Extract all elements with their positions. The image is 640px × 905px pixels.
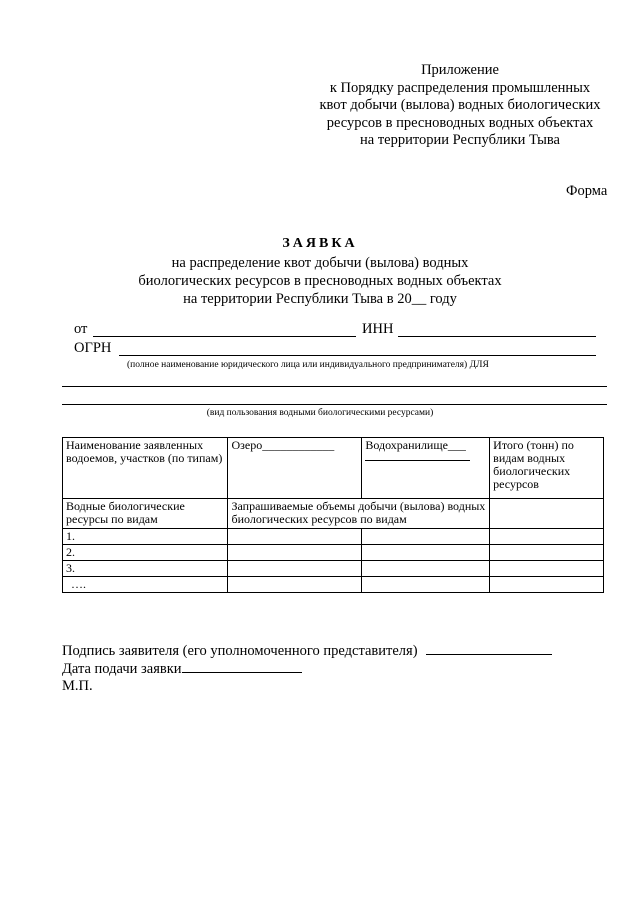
table-row bbox=[63, 545, 604, 561]
appendix-line: ресурсов в пресноводных водных объектах bbox=[326, 114, 594, 131]
cell-input[interactable] bbox=[362, 529, 490, 545]
ogrn-field[interactable] bbox=[119, 355, 596, 356]
row-number: 3. bbox=[63, 561, 228, 577]
table-row bbox=[63, 529, 604, 545]
signature-line bbox=[62, 642, 552, 660]
table-row bbox=[63, 577, 604, 593]
row-number: 1. bbox=[63, 529, 228, 545]
cell-input[interactable] bbox=[362, 545, 490, 561]
cell-input[interactable] bbox=[490, 529, 604, 545]
appendix-line: Приложение bbox=[421, 62, 499, 78]
signature-label: Подпись заявителя (его уполномоченного представителя) bbox=[62, 643, 418, 659]
cell-input[interactable] bbox=[362, 561, 490, 577]
ot-label: от bbox=[74, 321, 88, 337]
date-field[interactable] bbox=[182, 660, 302, 673]
inn-field[interactable] bbox=[398, 336, 596, 337]
ogrn-label: ОГРН bbox=[74, 340, 112, 356]
appendix-block bbox=[300, 62, 620, 150]
purpose-line-2[interactable] bbox=[62, 404, 607, 405]
cell-input[interactable] bbox=[228, 545, 362, 561]
name-hint: (полное наименование юридического лица или индивидуального предпринимателя) ДЛЯ bbox=[127, 360, 489, 370]
document-subtitle bbox=[100, 254, 540, 308]
header-species: Водные биологические ресурсы по видам bbox=[63, 499, 228, 529]
date-label: Дата подачи заявки bbox=[62, 661, 182, 677]
header-reservoir-label: Водохранилище___ bbox=[365, 438, 466, 452]
signature-field[interactable] bbox=[426, 642, 552, 655]
cell-input[interactable] bbox=[362, 577, 490, 593]
subtitle-line: на распределение квот добычи (вылова) водных bbox=[171, 255, 469, 271]
cell-input[interactable] bbox=[490, 577, 604, 593]
reservoir-name-line[interactable] bbox=[365, 460, 470, 461]
applicant-name-field[interactable] bbox=[93, 336, 356, 337]
cell-input[interactable] bbox=[228, 577, 362, 593]
usage-hint: (вид пользования водными биологическими ресурсами) bbox=[206, 408, 434, 418]
date-line bbox=[62, 660, 552, 678]
document-title: ЗАЯВКА bbox=[282, 236, 358, 251]
cell-input[interactable] bbox=[228, 529, 362, 545]
signature-block bbox=[62, 642, 552, 695]
form-label: Форма bbox=[566, 183, 608, 199]
cell-input[interactable] bbox=[490, 561, 604, 577]
table-header-row bbox=[63, 438, 604, 499]
row-number: 2. bbox=[63, 545, 228, 561]
table-row bbox=[63, 561, 604, 577]
subtitle-line: биологических ресурсов в пресноводных водных объектах bbox=[138, 273, 502, 289]
subtitle-line: на территории Республики Тыва в 20__ году bbox=[183, 291, 457, 307]
cell-input[interactable] bbox=[228, 561, 362, 577]
purpose-line-1[interactable] bbox=[62, 386, 607, 387]
header-total-blank bbox=[490, 499, 604, 529]
appendix-line: к Порядку распределения промышленных bbox=[329, 79, 591, 96]
table-subheader-row bbox=[63, 499, 604, 529]
header-lake[interactable]: Озеро____________ bbox=[228, 438, 362, 499]
stamp-label: М.П. bbox=[62, 678, 93, 694]
header-total: Итого (тонн) по видам водных биологических ресурсов bbox=[490, 438, 604, 499]
header-reservoir[interactable] bbox=[362, 438, 490, 499]
inn-label: ИНН bbox=[362, 321, 394, 337]
appendix-line: на территории Республики Тыва bbox=[360, 132, 560, 148]
quota-table bbox=[62, 437, 604, 593]
row-number: …. bbox=[63, 577, 228, 593]
cell-input[interactable] bbox=[490, 545, 604, 561]
header-waterbody-name: Наименование заявленных водоемов, участков (по типам) bbox=[63, 438, 228, 499]
appendix-line: квот добычи (вылова) водных биологических bbox=[319, 97, 601, 113]
header-requested-volumes: Запрашиваемые объемы добычи (вылова) водных биологических ресурсов по видам bbox=[228, 499, 490, 529]
